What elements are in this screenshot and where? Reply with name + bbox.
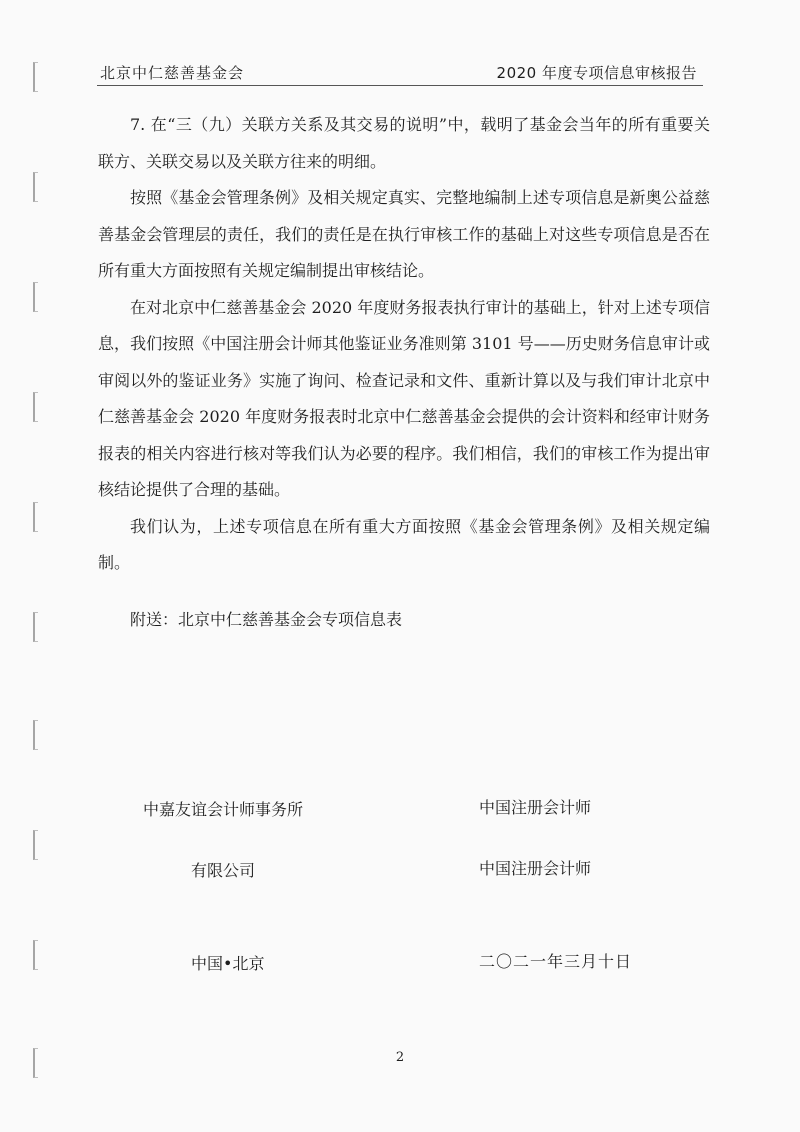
binding-mark bbox=[33, 62, 38, 92]
signature-date: 二〇二一年三月十日 bbox=[479, 952, 633, 971]
binding-mark bbox=[33, 612, 38, 642]
page-number: 2 bbox=[395, 1050, 405, 1065]
binding-mark bbox=[33, 392, 38, 422]
header-org-name: 北京中仁慈善基金会 bbox=[100, 64, 245, 82]
paragraph-conclusion: 我们认为，上述专项信息在所有重大方面按照《基金会管理条例》及相关规定编制。 bbox=[98, 516, 710, 572]
binding-mark bbox=[33, 502, 38, 532]
document-body bbox=[98, 107, 710, 638]
signature-firm-line1: 中嘉友谊会计师事务所 bbox=[143, 800, 304, 819]
binding-mark bbox=[33, 720, 38, 750]
attachment-line: 附送：北京中仁慈善基金会专项信息表 bbox=[130, 609, 403, 629]
binding-mark bbox=[33, 172, 38, 202]
paragraph-responsibility: 按照《基金会管理条例》及相关规定真实、完整地编制上述专项信息是新奥公益慈善基金会管理层的责任，我们的责任是在执行审核工作的基础上对这些专项信息是否在所有重大方面按照有关规定编制提出审核结论。 bbox=[98, 188, 710, 280]
paragraph-related-parties: 7. 在“三（九）关联方关系及其交易的说明”中，载明了基金会当年的所有重要关联方、关联交易以及关联方往来的明细。 bbox=[98, 115, 710, 171]
signature-location: 中国•北京 bbox=[191, 954, 265, 973]
binding-mark bbox=[33, 830, 38, 860]
signature-firm-line2: 有限公司 bbox=[191, 861, 256, 880]
signature-cpa-2: 中国注册会计师 bbox=[479, 859, 592, 878]
header-report-title: 2020 年度专项信息审核报告 bbox=[496, 64, 697, 82]
binding-mark bbox=[33, 940, 38, 970]
signature-cpa-1: 中国注册会计师 bbox=[479, 798, 592, 817]
header-rule bbox=[97, 85, 703, 86]
paragraph-procedures: 在对北京中仁慈善基金会 2020 年度财务报表执行审计的基础上，针对上述专项信息，我们按照《中国注册会计师其他鉴证业务准则第 3101 号——历史财务信息审计或审阅以外的鉴证业务》实施了询问、检查记录和文件、重新计算以及与我们审计北京中仁慈善基金会 2020 年度财务报表时北京中仁慈善基金会提供的会计资料和经审计财务报表的相关内容进行核对等我们认为必要的程序。我们相信，我们的审核工作为提出审核结论提供了合理的基础。 bbox=[98, 297, 710, 499]
binding-mark bbox=[33, 282, 38, 312]
